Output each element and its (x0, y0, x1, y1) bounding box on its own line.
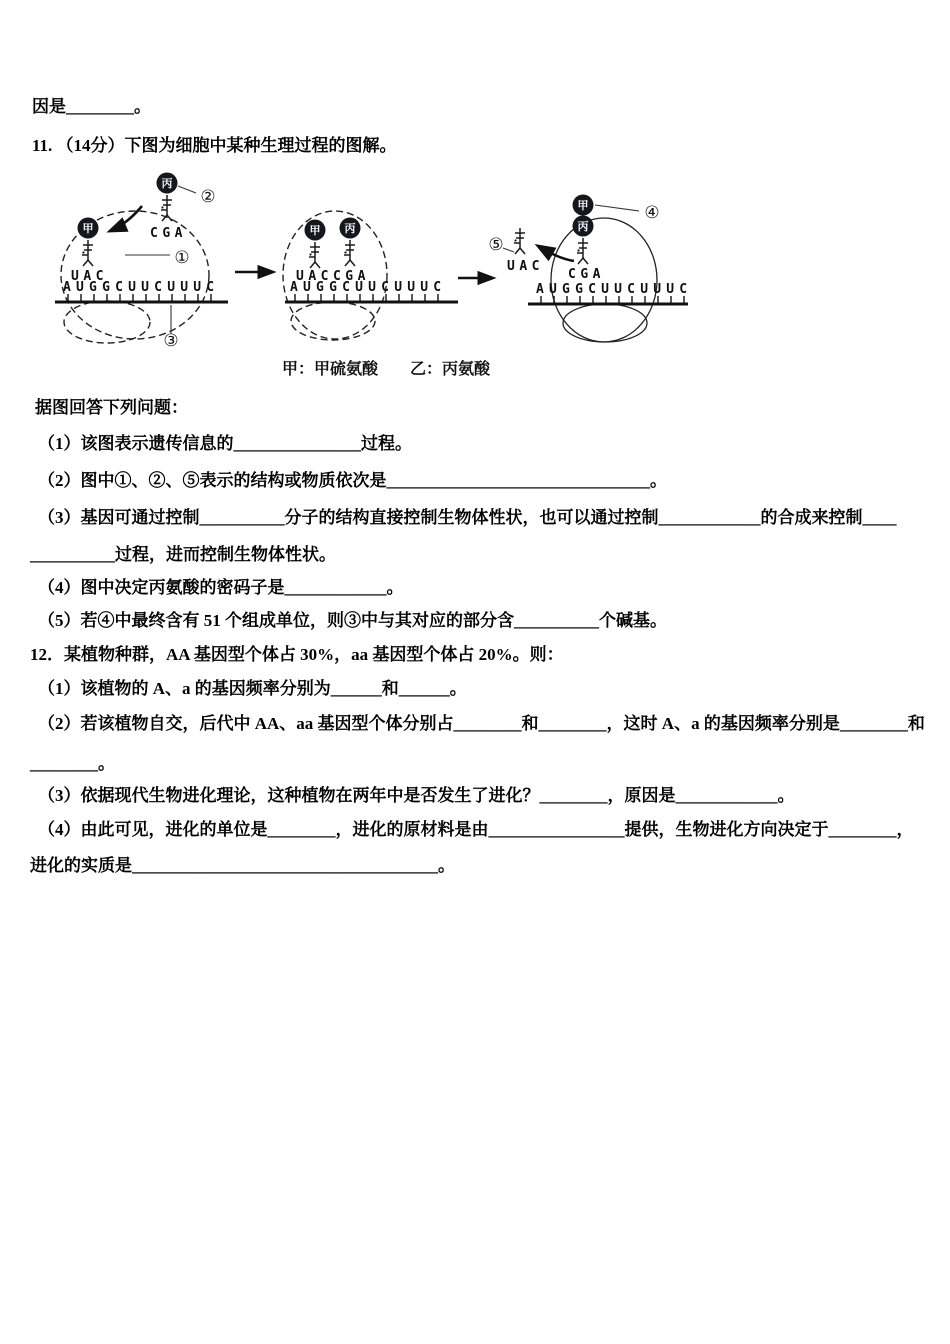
trna-entry-arrow (110, 206, 142, 231)
trna-icon (577, 238, 588, 264)
trna-icon (309, 242, 320, 268)
small-ribosomal-subunit (291, 302, 375, 340)
diagram-caption-methionine: 甲：甲硫氨酸 (282, 361, 379, 378)
small-ribosomal-subunit (563, 304, 647, 342)
trna-icon (344, 240, 355, 266)
anticodon-uac: UAC (71, 269, 108, 284)
question-11-sub1: （1）该图表示遗传信息的_______________过程。 (38, 434, 412, 453)
anticodon-cga: CGA (568, 267, 605, 282)
trna-icon (514, 228, 525, 254)
mrna-sequence: AUGGCUUCUUUC (63, 280, 220, 295)
label4-line (595, 205, 639, 211)
question-12-title: 12．某植物种群，AA 基因型个体占 30%，aa 基因型个体占 20%。则： (30, 645, 564, 664)
label-5: ⑤ (488, 235, 504, 255)
stage3-ribosome-group (488, 195, 692, 343)
label5-line (503, 248, 514, 252)
diagram-caption-alanine: 乙：丙氨酸 (410, 361, 491, 378)
anticodon-cga: CGA (150, 226, 187, 241)
trna-icon (82, 240, 93, 266)
amino-acid-jia-label: 甲 (309, 225, 321, 237)
question-11-sub4: （4）图中决定丙氨酸的密码子是____________。 (38, 578, 404, 597)
text-line-fill-blank: 因是________。 (32, 97, 151, 116)
label-4: ④ (644, 203, 660, 223)
amino-acid-jia-label: 甲 (577, 200, 589, 212)
question-11-sub5: （5）若④中最终含有 51 个组成单位，则③中与其对应的部分含__________个碱基。 (38, 611, 667, 630)
anticodon-uac: UAC (507, 259, 544, 274)
translation-process-diagram (30, 160, 720, 395)
question-12-sub2-line1: （2）若该植物自交，后代中 AA、aa 基因型个体分别占________和________，这时 A、a 的基因频率分别是________和 (38, 714, 925, 733)
stage1-ribosome-group (55, 173, 228, 352)
mrna-sequence: AUGGCUUCUUUC (290, 280, 447, 295)
amino-acid-bing-label: 丙 (577, 221, 589, 233)
question-12-sub4-line2: 进化的实质是____________________________________。 (30, 856, 455, 875)
amino-acid-bing-label: 丙 (161, 178, 173, 190)
label-1: ① (174, 248, 190, 268)
small-ribosomal-subunit (64, 301, 150, 343)
question-12-sub4-line1: （4）由此可见，进化的单位是________，进化的原材料是由________________提供，生物进化方向决定于________， (38, 820, 914, 839)
question-12-sub2-line2: ________。 (30, 754, 115, 773)
question-11-sub2: （2）图中①、②、⑤表示的结构或物质依次是_______________________________。 (38, 471, 667, 490)
question-11-sub3-line1: （3）基因可通过控制__________分子的结构直接控制生物体性状，也可以通过控制____________的合成来控制____ (38, 508, 897, 527)
label-2: ② (200, 187, 216, 207)
label2-line (178, 186, 196, 193)
question-11-title: 11. （14分）下图为细胞中某种生理过程的图解。 (32, 136, 397, 155)
mrna-sequence: AUGGCUUCUUUC (536, 282, 693, 297)
anticodons-uac-cga: UACCGA (296, 269, 370, 284)
amino-acid-jia-label: 甲 (82, 223, 94, 235)
question-12-sub3: （3）依据现代生物进化理论，这种植物在两年中是否发生了进化？________，原因是____________。 (38, 786, 795, 805)
stage2-ribosome-group (283, 211, 458, 340)
question-12-sub1: （1）该植物的 A、a 的基因频率分别为______和______。 (38, 679, 467, 698)
label-3: ③ (163, 331, 179, 351)
amino-acid-bing-label: 丙 (344, 223, 356, 235)
question-11-prompt: 据图回答下列问题： (35, 398, 188, 417)
question-11-sub3-line2: __________过程，进而控制生物体性状。 (30, 545, 336, 564)
